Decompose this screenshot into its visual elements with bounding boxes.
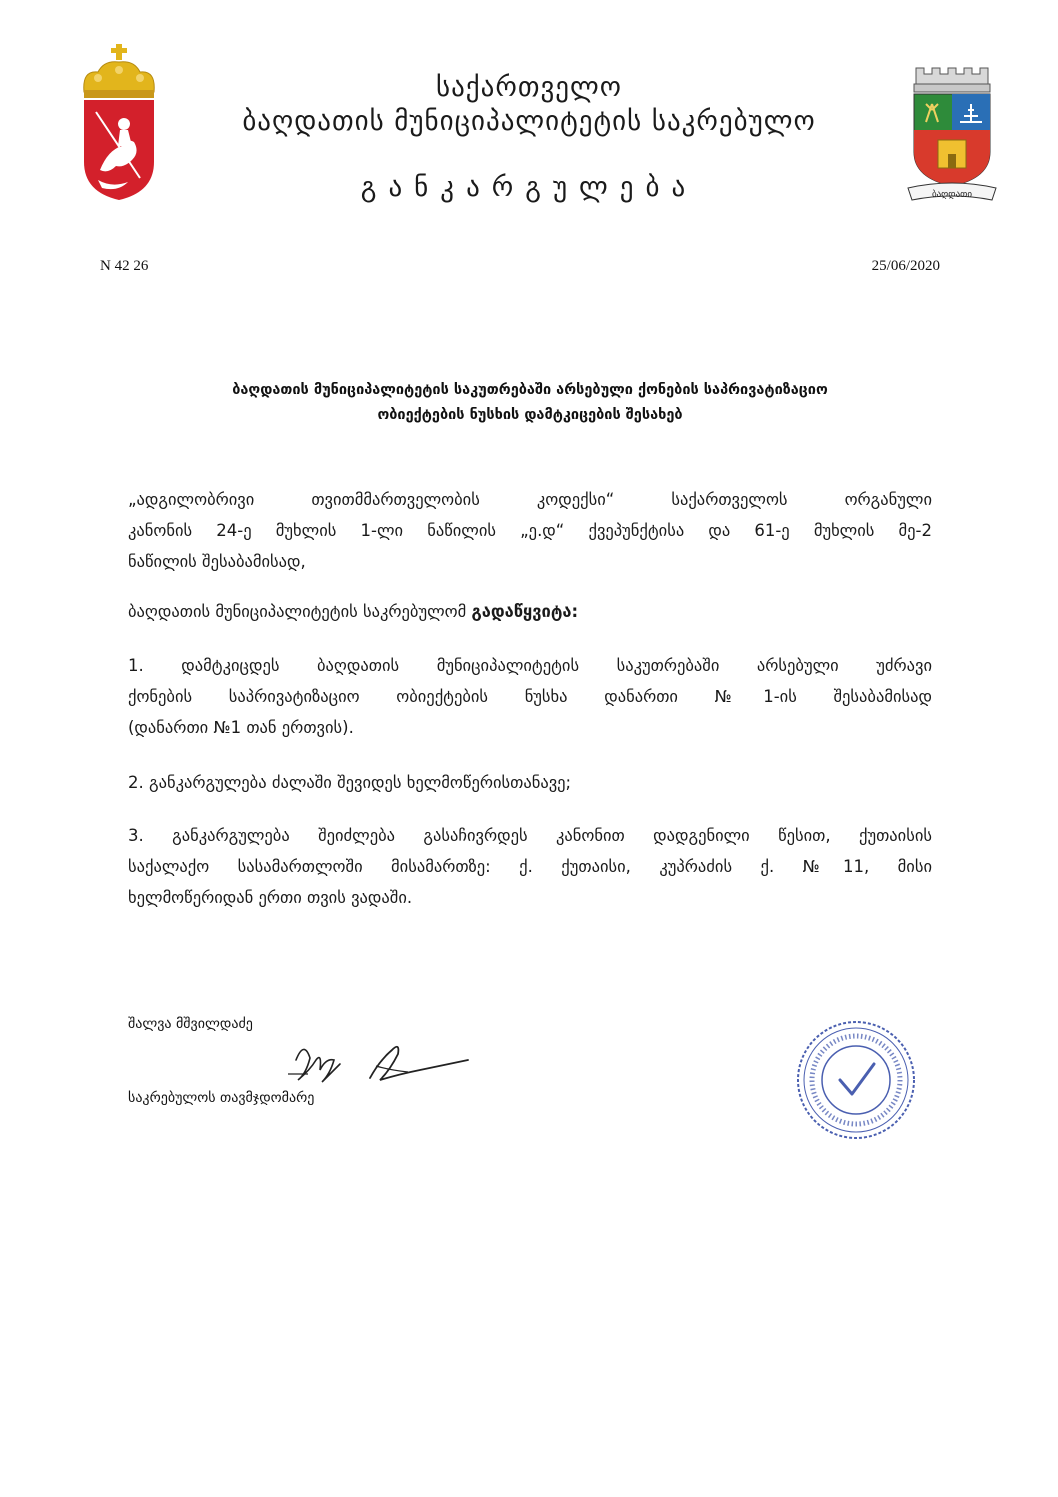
document-title-line-1: ბაღდათის მუნიციპალიტეტის საკუთრებაში არსებული ქონების საპრივატიზაციო (232, 382, 828, 398)
signer-name: შალვა მშვილდაძე (128, 1016, 253, 1032)
paragraph-line: „ადგილობრივი თვითმმართველობის კოდექსი“ საქართველოს ორგანული (128, 490, 932, 509)
paragraph-line: ნაწილის შესაბამისად, (128, 552, 306, 571)
checkmark-icon (840, 1064, 874, 1094)
paragraph-line: 2. განკარგულება ძალაში შევიდეს ხელმოწერისთანავე; (128, 773, 572, 792)
paragraph-line (128, 596, 932, 627)
paragraph-legal-basis (128, 484, 932, 577)
decided-prefix: ბაღდათის მუნიციპალიტეტის საკრებულომ (128, 602, 472, 621)
document-type: განკარგულება (360, 172, 698, 203)
document-number: N 42 26 (100, 258, 149, 274)
document-date: 25/06/2020 (871, 258, 940, 274)
paragraph-line: საქალაქო სასამართლოში მისამართზე: ქ. ქუთაისი, კუპრაძის ქ. №11, მისი (128, 857, 932, 876)
signer-position: საკრებულოს თავმჯდომარე (128, 1090, 315, 1106)
paragraph-line: ხელმოწერიდან ერთი თვის ვადაში. (128, 888, 413, 907)
header-council: ბაღდათის მუნიციპალიტეტის საკრებულო (242, 106, 816, 137)
decision-item-1 (128, 650, 932, 743)
emblem-ribbon-label: ბაღდათი (931, 190, 973, 200)
paragraph-line: კანონის 24-ე მუხლის 1-ლი ნაწილის „ე.დ“ ქვეპუნქტისა და 61-ე მუხლის მე-2 (128, 521, 932, 540)
decided-word: გადაწყვიტა: (471, 602, 579, 621)
decision-item-3 (128, 820, 932, 913)
paragraph-line: ქონების საპრივატიზაციო ობიექტების ნუსხა დანართი №1-ის შესაბამისად (128, 687, 932, 706)
paragraph-line: 3. განკარგულება შეიძლება გასაჩივრდეს კანონით დადგენილი წესით, ქუთაისის (128, 826, 932, 845)
header-country: საქართველო (435, 72, 622, 103)
electronic-seal (794, 1018, 918, 1142)
handwritten-signature (280, 1030, 480, 1092)
decision-item-2 (128, 767, 932, 798)
document-title-line-2: ობიექტების ნუსხის დამტკიცების შესახებ (377, 407, 683, 423)
paragraph-decided (128, 596, 932, 627)
paragraph-line: 1. დამტკიცდეს ბაღდათის მუნიციპალიტეტის საკუთრებაში არსებული უძრავი (128, 656, 932, 675)
paragraph-line: (დანართი №1 თან ერთვის). (128, 718, 354, 737)
